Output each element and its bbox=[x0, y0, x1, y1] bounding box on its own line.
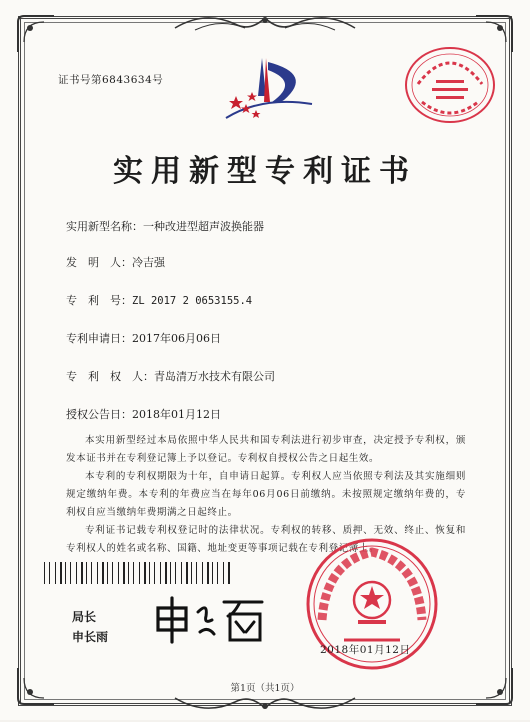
field-utility-model-name bbox=[66, 218, 264, 234]
seal-date: 2018年01月12日 bbox=[320, 644, 411, 656]
field-label: 专 利 号： bbox=[66, 294, 132, 307]
field-application-date bbox=[66, 330, 221, 346]
field-label: 专利申请日： bbox=[66, 332, 132, 345]
field-patent-number bbox=[66, 292, 252, 308]
field-patentee bbox=[66, 368, 275, 384]
field-label: 发 明 人： bbox=[66, 256, 132, 269]
director-name: 申长雨 bbox=[72, 630, 109, 644]
field-grant-date bbox=[66, 406, 221, 422]
corner-ornament-icon bbox=[14, 12, 58, 56]
cnipa-logo-icon bbox=[222, 56, 318, 124]
field-value: 2017年06月06日 bbox=[132, 332, 221, 345]
bottom-ornament-icon bbox=[165, 692, 365, 718]
field-label: 授权公告日： bbox=[66, 408, 132, 421]
page-indicator: 第1页（共1页） bbox=[230, 683, 300, 694]
field-label: 专 利 权 人： bbox=[66, 370, 154, 383]
agency-seal-icon bbox=[402, 44, 498, 126]
field-value: 一种改进型超声波换能器 bbox=[143, 220, 264, 233]
director-title: 局长 bbox=[72, 610, 97, 624]
certificate-number: 证书号第6843634号 bbox=[58, 74, 164, 86]
top-ornament-icon bbox=[165, 8, 365, 36]
field-value: ZL 2017 2 0653155.4 bbox=[132, 295, 253, 307]
barcode-icon bbox=[44, 562, 234, 584]
body-paragraph: 专利证书记载专利权登记时的法律状况。专利权的转移、质押、无效、终止、恢复和专利权人的姓名或名称、国籍、地址变更等事项记载在专利登记簿上。 bbox=[66, 525, 466, 554]
field-value: 2018年01月12日 bbox=[132, 408, 221, 421]
field-inventor bbox=[66, 254, 165, 270]
body-paragraph: 本专利的专利权期限为十年，自申请日起算。专利权人应当依照专利法及其实施细则规定缴纳年费。本专利的年费应当在每年06月06日前缴纳。未按照规定缴纳年费的，专利权自应当缴纳年费期满之日起终止。 bbox=[66, 471, 466, 518]
field-value: 青岛清万水技术有限公司 bbox=[154, 370, 275, 383]
field-value: 冷吉强 bbox=[132, 256, 165, 269]
certificate-title: 实用新型专利证书 bbox=[113, 154, 417, 189]
field-label: 实用新型名称： bbox=[66, 220, 143, 233]
body-paragraph: 本实用新型经过本局依照中华人民共和国专利法进行初步审查，决定授予专利权，颁发本证书并在专利登记簿上予以登记。专利权自授权公告之日起生效。 bbox=[66, 435, 466, 464]
handwritten-signature-icon bbox=[150, 590, 270, 646]
